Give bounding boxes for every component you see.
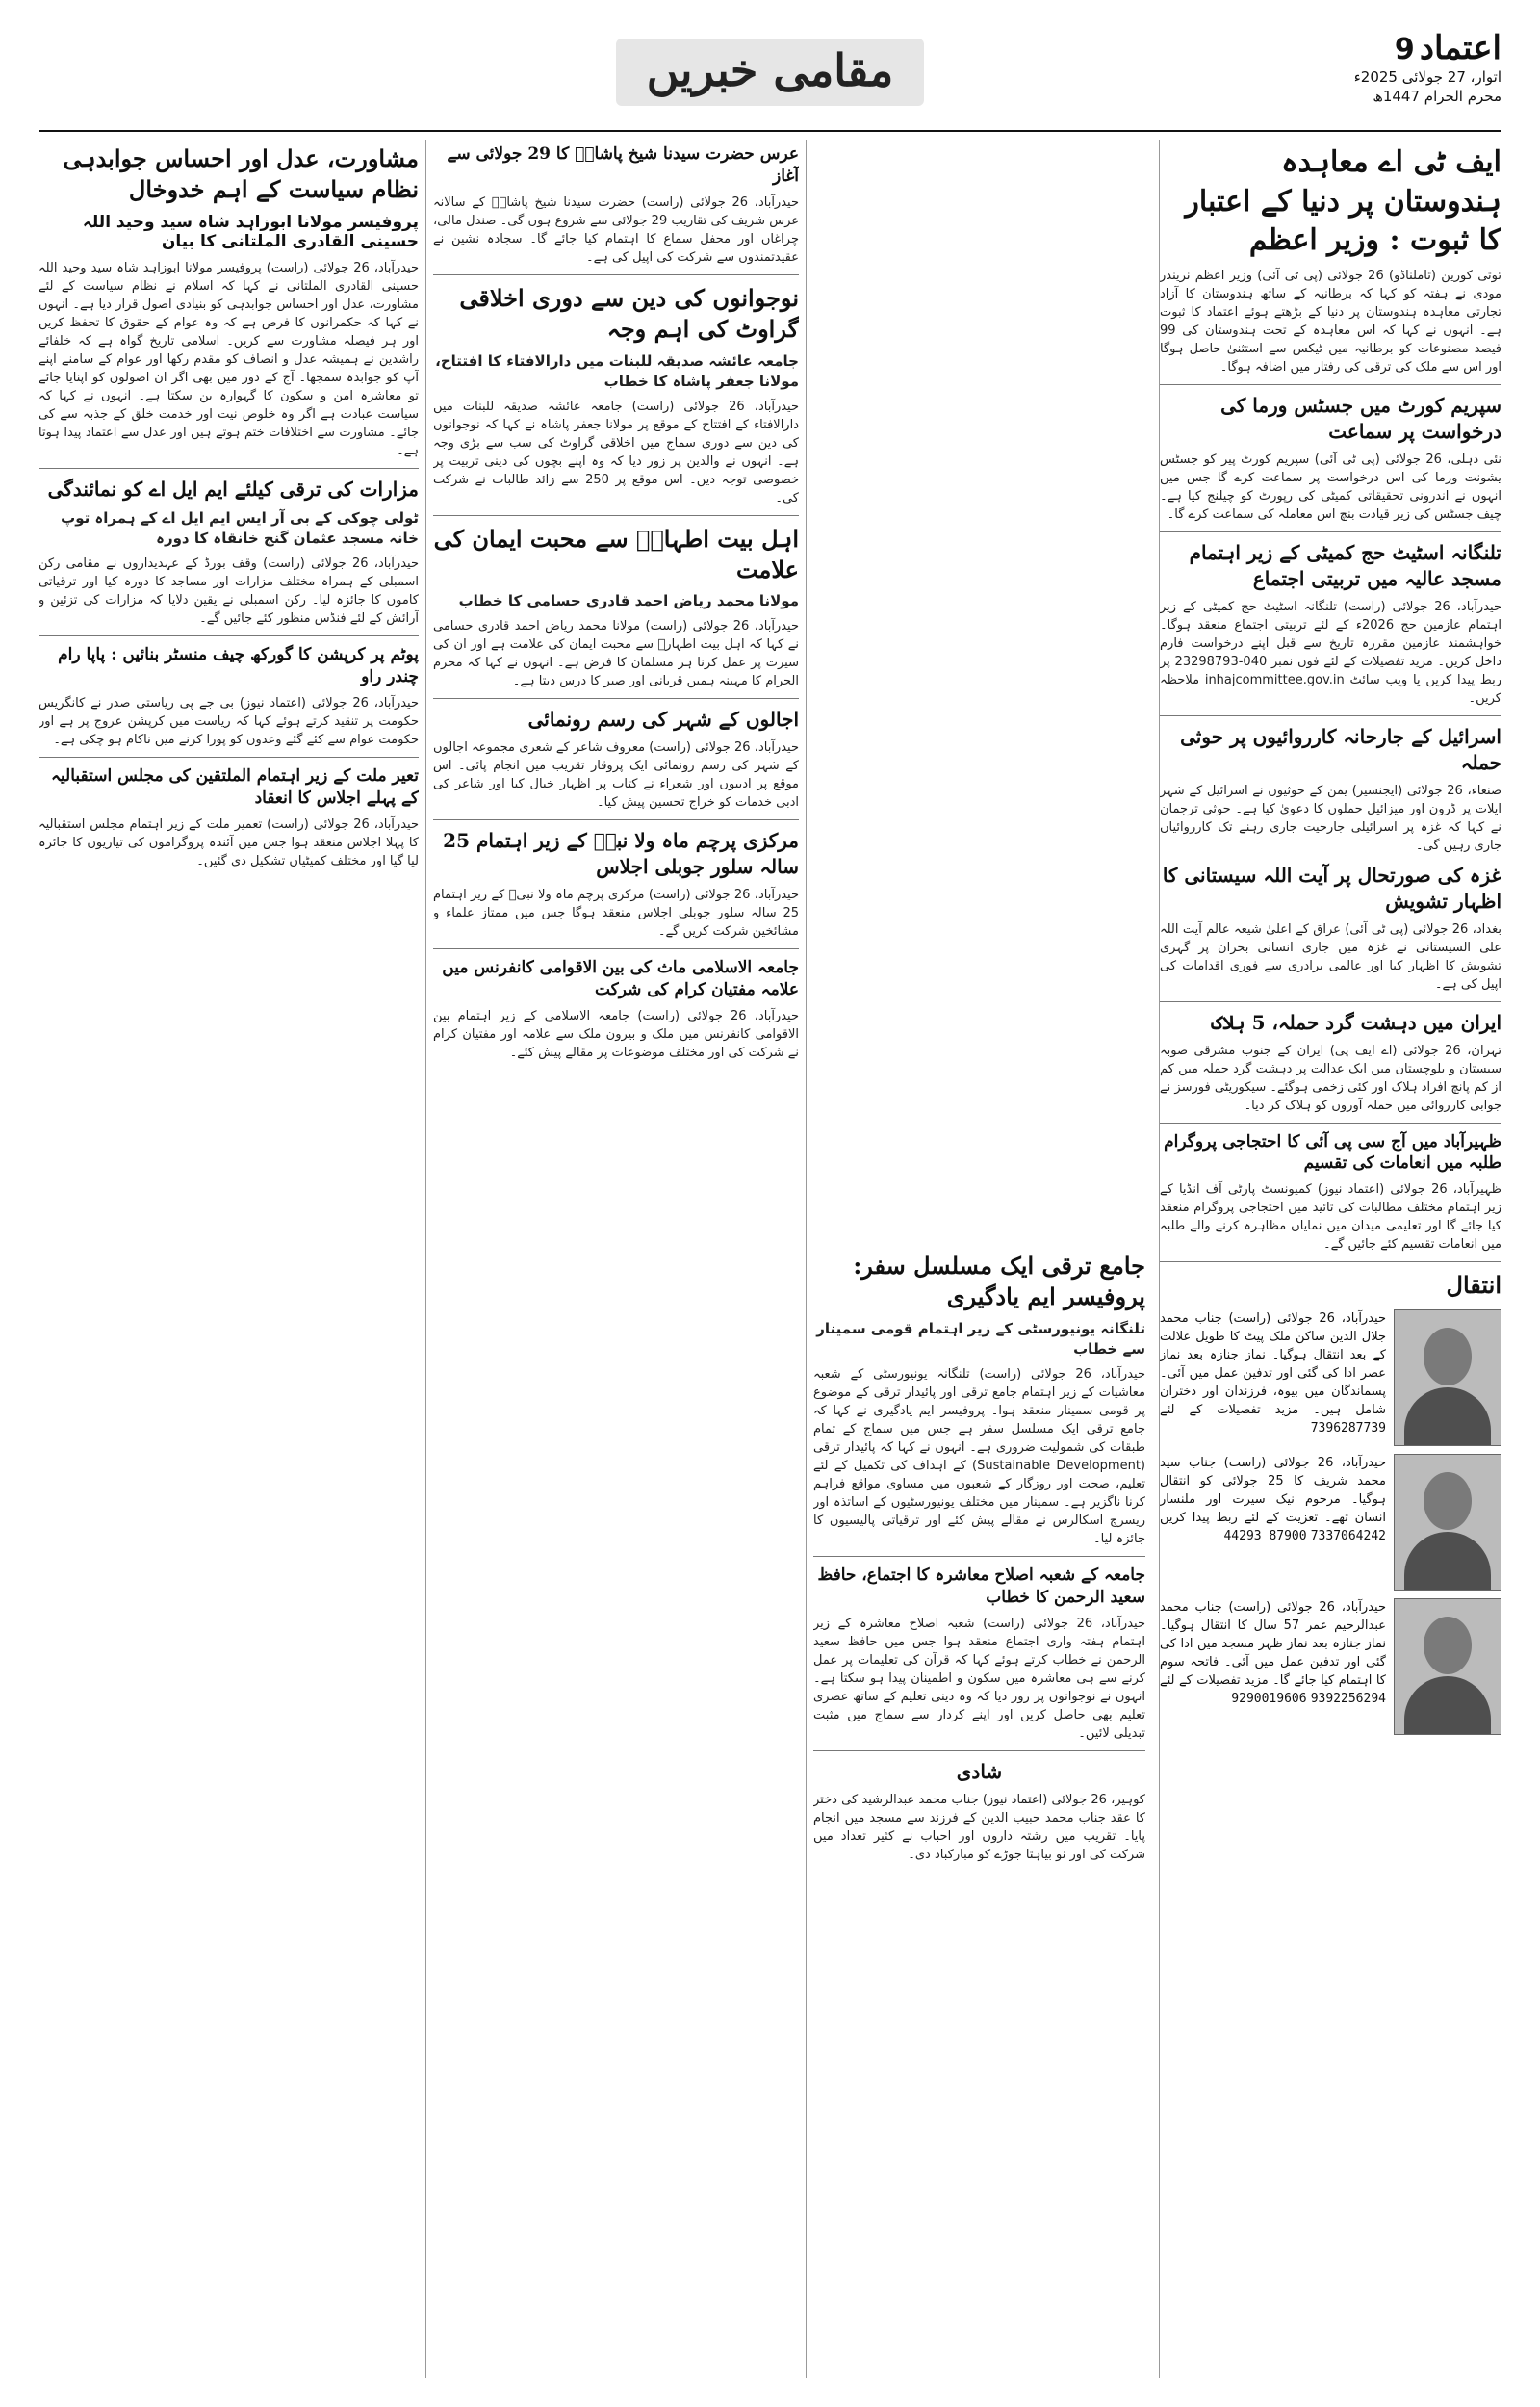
story-body: حیدرآباد، 26 جولائی (راست) تعمیر ملت کے زیر اہتمام مجلس استقبالیہ کا پہلا اجلاس منعقد ہوا جس میں آئندہ پروگراموں کی تیاریوں کا جائزہ لیا گیا اور مختلف کمیٹیاں تشکیل دی گئیں۔ — [38, 816, 419, 868]
story-divider — [38, 757, 419, 758]
story-subheadline: مولانا محمد ریاض احمد قادری حسامی کا خطاب — [458, 592, 799, 610]
column-divider — [806, 140, 807, 2378]
story-subheadline: جامعہ عائشہ صدیقہ للبنات میں دارالافتاء کا افتتاح، مولانا جعفر پاشاہ کا خطاب — [435, 351, 799, 390]
phone-number: 9290019606 — [1231, 1691, 1307, 1706]
story-headline: مزارات کی ترقی کیلئے ایم ایل اے کو نمائندگی — [47, 477, 419, 501]
story-body: حیدرآباد، 26 جولائی (راست) معروف شاعر کے شعری مجموعہ اجالوں کے شہر کی رسم رونمائی ایک پروقار تقریب میں انجام پائی۔ اس موقع پر ادیبوں اور شعراء نے کتاب پر اظہار خیال کیا اور شاعر کی ادبی خدمات کو خراج تحسین پیش کیا۔ — [433, 740, 799, 811]
person-photo — [1394, 1309, 1502, 1446]
newspaper-logo: اعتماد — [1419, 29, 1502, 67]
story-headline: جامع ترقی ایک مسلسل سفر: پروفیسر ایم یادگیری — [853, 1252, 1145, 1311]
story-divider — [1160, 715, 1502, 716]
page-number: 9 — [1394, 33, 1415, 66]
story-body: حیدرآباد، 26 جولائی (راست) تلنگانہ یونیورسٹی کے شعبہ معاشیات کے زیر اہتمام جامع ترقی اور پائیدار ترقی کے موضوع پر قومی سمینار منعقد ہوا۔ پروفیسر ایم یادگیری نے کہا کہ جامع ترقی ایک مسلسل سفر ہے جس میں سماج کے تمام طبقات کی شمولیت ضروری ہے۔ انہوں نے کہا کہ پائیدار ترقی (Sustainable Development) کے اہداف کی تکمیل کے لئے تعلیم، صحت اور روزگار کے شعبوں میں مساوی مواقع فراہم کرنا ناگزیر ہے۔ سمینار میں مختلف یونیورسٹیوں کے اساتذہ اور ریسرچ اسکالرس نے مقالے پیش کئے اور ترقیاتی پالیسیوں کا جائزہ لیا۔ — [813, 1366, 1145, 1546]
story-body: حیدرآباد، 26 جولائی (راست) تلنگانہ اسٹیٹ حج کمیٹی کے زیر اہتمام عازمین حج 2026ء کے لئے تربیتی اجتماع منعقد ہوگا۔ خواہشمند عازمین مقررہ تاریخ سے قبل اپنے درخواست فارم داخل کریں۔ مزید تفصیلات کے لئے فون نمبر 040-23298793 پر ربط پیدا کریں یا ویب سائٹ inhajcommittee.gov.in ملاحظہ کریں۔ — [1160, 599, 1502, 706]
story-divider — [1160, 384, 1502, 385]
story-headline: اہل بیت اطہارؓ سے محبت ایمان کی علامت — [433, 524, 799, 584]
story-headline: نوجوانوں کی دین سے دوری اخلاقی گراوٹ کی اہم وجہ — [459, 283, 799, 344]
story-headline: پوٹم پر کرپشن کا گورکھ چیف منسٹر بنائیں : پاپا رام چندر راو — [58, 644, 419, 686]
story-divider — [433, 948, 799, 949]
story-body: بغداد، 26 جولائی (پی ٹی آئی) عراق کے اعلیٰ شیعہ عالم آیت اللہ علی السیستانی نے غزہ میں جاری انسانی بحران پر گہری تشویش کا اظہار کیا اور عالمی برادری سے فوری اقدامات کی اپیل کی ہے۔ — [1160, 921, 1502, 992]
lead-story-body: توتی کورین (تاملناڈو) 26 جولائی (پی ٹی آئی) وزیر اعظم نریندر مودی نے ہفتہ کو کہا کہ برطانیہ کے ساتھ ہندوستان کا آزاد تجارتی معاہدہ ہندوستان پر دنیا کے بڑھتے ہوئے اعتماد کا ثبوت ہے۔ انہوں نے کہا کہ اس معاہدہ کے تحت ہندوستان کی 99 فیصد مصنوعات کو برطانیہ میں ٹیکس سے استثنیٰ حاصل ہوگا اور اس سے ملک کی ترقی کی رفتار میں اضافہ ہوگا۔ — [1160, 268, 1502, 375]
story-headline: غزہ کی صورتحال پر آیت اللہ سیستانی کا اظہار تشویش — [1162, 863, 1502, 913]
story-divider — [1160, 1261, 1502, 1262]
story-headline: اجالوں کے شہر کی رسم رونمائی — [527, 708, 799, 732]
story-divider — [433, 698, 799, 699]
story-divider — [433, 274, 799, 275]
story-headline: اسرائیل کے جارحانہ کارروائیوں پر حوثی حملہ — [1180, 724, 1502, 774]
person-photo — [1394, 1598, 1502, 1735]
phone-number: 9392256294 — [1310, 1691, 1386, 1706]
phone-number: 44293 87900 — [1223, 1528, 1307, 1543]
obituary-text — [1160, 1454, 1386, 1591]
column-4 — [38, 140, 419, 2378]
story-divider — [38, 635, 419, 636]
phone-number: 7396287739 — [1310, 1420, 1386, 1436]
story-body: حیدرآباد، 26 جولائی (راست) وقف بورڈ کے عہدیداروں نے مقامی رکن اسمبلی کے ہمراہ مختلف مزارات اور مساجد کا دورہ کیا اور ترقیاتی کاموں کا جائزہ لیا۔ رکن اسمبلی نے یقین دلایا کہ مزارات کی تزئین و آرائش کے لئے فنڈس منظور کئے جائیں گے۔ — [38, 556, 419, 626]
story-divider — [38, 468, 419, 469]
story-headline: عرس حضرت سیدنا شیخ پاشاہؒ کا 29 جولائی سے آغاز — [447, 144, 799, 186]
masthead-rule — [38, 130, 1502, 132]
story-divider — [433, 819, 799, 820]
story-body: ظہیرآباد، 26 جولائی (اعتماد نیوز) کمیونسٹ پارٹی آف انڈیا کے زیر اہتمام مختلف مطالبات کی تائید میں احتجاجی پروگرام منعقد کیا جائے گا اور تعلیمی میدان میں نمایاں مظاہرہ کرنے والے طلبہ میں انعامات تقسیم کئے جائیں گے۔ — [1160, 1182, 1502, 1253]
story-body: حیدرآباد، 26 جولائی (راست) مرکزی پرچم ماہ ولا نبیؐ کے زیر اہتمام 25 سالہ سلور جوبلی اجلاس منعقد ہوگا جس میں ممتاز علماء و مشائخین شرکت کریں گے۔ — [433, 888, 799, 940]
phone-number: 7337064242 — [1310, 1528, 1386, 1543]
story-body: تہران، 26 جولائی (اے ایف پی) ایران کے جنوب مشرقی صوبہ سیستان و بلوچستان میں ایک عدالت پر دہشت گرد حملہ میں کم از کم پانچ افراد ہلاک اور کئی زخمی ہوگئے۔ سیکوریٹی فورسز نے جوابی کارروائی میں حملہ آوروں کو ہلاک کر دیا۔ — [1160, 1043, 1502, 1113]
story-headline: مشاورت، عدل اور احساس جوابدہی نظام سیاست کے اہم خدوخال — [63, 144, 419, 204]
obituary-body: حیدرآباد، 26 جولائی (راست) جناب محمد عبدالرحیم عمر 57 سال کا انتقال ہوگیا۔ نماز جنازہ بعد نماز ظہر مسجد میں ادا کی گئی اور تدفین عمل میں آئی۔ فاتحہ سوم کا اہتمام کیا جائے گا۔ مزید تفصیلات کے لئے — [1160, 1599, 1387, 1688]
obituary-body: حیدرآباد، 26 جولائی (راست) جناب محمد جلال الدین ساکن ملک پیٹ کا طویل علالت کے بعد انتقال ہوگیا۔ نماز جنازہ بعد نماز عصر ادا کی گئی اور تدفین عمل میں آئی۔ پسماندگان میں بیوہ، فرزندان اور دختران شامل ہیں۔ مزید تفصیلات کے لئے — [1160, 1310, 1386, 1417]
column-2 — [813, 140, 1145, 2378]
story-headline: سپریم کورٹ میں جسٹس ورما کی درخواست پر سماعت — [1220, 393, 1502, 443]
column-1 — [1160, 140, 1502, 2378]
lead-headline: ایف ٹی اے معاہدہ ہندوستان پر دنیا کے اعتبار کا ثبوت : وزیر اعظم — [1185, 145, 1502, 257]
story-divider — [813, 1750, 1145, 1751]
masthead-brand — [1309, 29, 1502, 106]
story-body: حیدرآباد، 26 جولائی (راست) پروفیسر مولانا ابوزاہد شاہ سید وحید اللہ حسینی القادری الملتانی نے کہا کہ اسلام نے نظام سیاست کے لئے مشاورت، عدل اور احساس جوابدہی کو بنیادی اصول قرار دیا ہے۔ انہوں نے کہا کہ حکمرانوں کا فرض ہے کہ وہ عوام کے حقوق کا تحفظ کریں اور ہر فیصلہ مشاورت سے کریں۔ اسلامی تاریخ گواہ ہے کہ خلفائے راشدین نے ہمیشہ عدل و انصاف کو مقدم رکھا اور عوام کے سامنے اپنے آپ کو جوابدہ سمجھا۔ آج کے دور میں بھی اگر ان اصولوں کو اپنایا جائے تو معاشرہ امن و سکون کا گہوارہ بن سکتا ہے۔ انہوں نے کہا کہ سیاست عبادت ہے اگر وہ خلوص نیت اور خدمت خلق کے جذبہ سے کی جائے۔ مشاورت سے اختلافات ختم ہوتے ہیں اور عدل سے اعتماد پیدا ہوتا ہے۔ — [38, 260, 419, 458]
story-headline: جامعہ کے شعبہ اصلاح معاشرہ کا اجتماع، حافظ سعید الرحمن کا خطاب — [817, 1565, 1145, 1607]
story-byline: پروفیسر مولانا ابوزاہد شاہ سید وحید اللہ حسینی القادری الملتانی کا بیان — [82, 212, 419, 251]
obituary-item — [1160, 1598, 1502, 1735]
story-body: حیدرآباد، 26 جولائی (اعتماد نیوز) بی جے پی ریاستی صدر نے کانگریس حکومت پر تنقید کرتے ہوئے کہا کہ ریاست میں کرپشن عروج پر ہے اور حکومت عوام سے کئے گئے وعدوں کو پورا کرنے میں ناکام ہو چکی ہے۔ — [38, 695, 419, 747]
story-headline: جامعہ الاسلامی ماث کی بین الاقوامی کانفرنس میں علامہ مفتیان کرام کی شرکت — [442, 958, 799, 1000]
story-subheadline: تلنگانہ یونیورسٹی کے زیر اہتمام قومی سمینار سے خطاب — [816, 1319, 1145, 1358]
column-spacer — [813, 140, 1145, 1247]
date-line-gregorian: اتوار، 27 جولائی 2025ء — [1353, 68, 1502, 86]
story-headline: شادی — [956, 1759, 1003, 1783]
story-divider — [1160, 1123, 1502, 1124]
story-headline: ایران میں دہشت گرد حملہ، 5 ہلاک — [1211, 1010, 1502, 1034]
column-3 — [433, 140, 799, 2378]
story-body: حیدرآباد، 26 جولائی (راست) جامعہ الاسلامی کے زیر اہتمام بین الاقوامی کانفرنس میں ملک و بیرون ملک سے علامہ اور مفتیان کرام نے شرکت کی اور مختلف موضوعات پر مقالے پیش کئے۔ — [433, 1009, 799, 1061]
obituary-text — [1160, 1309, 1386, 1446]
section-title: مقامی خبریں — [616, 39, 924, 106]
story-headline: مرکزی پرچم ماہ ولا نبیؐ کے زیر اہتمام 25 سالہ سلور جوبلی اجلاس — [443, 829, 799, 879]
story-body: حیدرآباد، 26 جولائی (راست) شعبہ اصلاح معاشرہ کے زیر اہتمام ہفتہ واری اجتماع منعقد ہوا جس میں حافظ سعید الرحمن نے خطاب کرتے ہوئے کہا کہ قرآن کی تعلیمات پر عمل کرنے سے ہی معاشرہ میں سکون و اطمینان پیدا ہو سکتا ہے۔ انہوں نے نوجوانوں پر زور دیا کہ وہ دینی تعلیم کے ساتھ عصری تعلیم بھی حاصل کریں اور اپنے کردار سے سماج میں مثبت تبدیلی لائیں۔ — [813, 1616, 1145, 1741]
story-body: حیدرآباد، 26 جولائی (راست) حضرت سیدنا شیخ پاشاہؒ کے سالانہ عرس شریف کی تقاریب 29 جولائی سے شروع ہوں گی۔ صندل مالی، چراغاں اور محفل سماع کا اہتمام کیا جائے گا۔ سجادہ نشین نے عقیدتمندوں سے شرکت کی اپیل کی ہے۔ — [433, 194, 799, 265]
obituary-title: انتقال — [1446, 1271, 1502, 1300]
person-photo — [1394, 1454, 1502, 1591]
story-divider — [813, 1556, 1145, 1557]
story-headline: ظہیرآباد میں آج سی پی آئی کا احتجاجی پروگرام طلبہ میں انعامات کی تقسیم — [1164, 1131, 1502, 1174]
story-body: حیدرآباد، 26 جولائی (راست) مولانا محمد ریاض احمد قادری حسامی نے کہا کہ اہل بیت اطہارؓ سے محبت ایمان کی علامت ہے اور ان کی سیرت پر عمل کرنا ہر مسلمان کا فرض ہے۔ انہوں نے کہا کہ محرم الحرام کا مہینہ ہمیں قربانی اور صبر کا درس دیتا ہے۔ — [433, 619, 799, 689]
story-body: کوہیر، 26 جولائی (اعتماد نیوز) جناب محمد عبدالرشید کی دختر کا عقد جناب محمد حبیب الدین کے فرزند سے مسجد میں انجام پایا۔ تقریب میں رشتہ داروں اور احباب نے کثیر تعداد میں شرکت کی اور نو بیاہتا جوڑے کو مبارکباد دی۔ — [813, 1792, 1145, 1862]
story-divider — [433, 515, 799, 516]
obituary-item — [1160, 1454, 1502, 1591]
story-subheadline: ٹولی چوکی کے بی آر ایس ایم ایل اے کے ہمراہ توپ خانہ مسجد عثمان گنج خانقاہ کا دورہ — [61, 508, 419, 547]
story-body: حیدرآباد، 26 جولائی (راست) جامعہ عائشہ صدیقہ للبنات میں دارالافتاء کے افتتاح کے موقع پر مولانا جعفر پاشاہ نے کہا کہ نوجوانوں کی دین سے دوری سماج میں اخلاقی گراوٹ کی سب سے بڑی وجہ ہے۔ انہوں نے والدین پر زور دیا کہ وہ اپنے بچوں کی دینی تربیت پر خصوصی توجہ دیں۔ اس موقع پر 250 سے زائد طالبات نے شرکت کی۔ — [433, 399, 799, 505]
obituary-body: حیدرآباد، 26 جولائی (راست) جناب سید محمد شریف کا 25 جولائی کو انتقال ہوگیا۔ مرحوم نیک سیرت اور ملنسار انسان تھے۔ تعزیت کے لئے ربط پیدا کریں — [1160, 1455, 1386, 1525]
obituary-text — [1160, 1598, 1386, 1735]
column-divider — [425, 140, 426, 2378]
story-headline: تعیر ملت کے زیر اہتمام الملتقین کی مجلس استقبالیہ کے پہلے اجلاس کا انعقاد — [50, 765, 419, 808]
story-divider — [1160, 1001, 1502, 1002]
story-body: نئی دہلی، 26 جولائی (پی ٹی آئی) سپریم کورٹ پیر کو جسٹس یشونت ورما کی اس درخواست پر سماعت کرے گا جس میں انہوں نے اندرونی تحقیقاتی کمیٹی کی رپورٹ کو چیلنج کیا ہے۔ چیف جسٹس کی زیر قیادت بنچ اس معاملہ کی سماعت کرے گا۔ — [1160, 452, 1502, 522]
story-divider — [1160, 531, 1502, 532]
date-line-hijri: محرم الحرام 1447ھ — [1373, 88, 1502, 105]
story-headline: تلنگانہ اسٹیٹ حج کمیٹی کے زیر اہتمام مسجد عالیہ میں تربیتی اجتماع — [1189, 540, 1502, 590]
obituary-item — [1160, 1309, 1502, 1446]
story-body: صنعاء، 26 جولائی (ایجنسیز) یمن کے حوثیوں نے اسرائیل کے شہر ایلات پر ڈرون اور میزائیل حملوں کا دعویٰ کیا ہے۔ حوثی ترجمان نے کہا کہ غزہ پر اسرائیلی جارحیت جاری رہنے تک کارروائیاں جاری رہیں گی۔ — [1160, 783, 1502, 853]
